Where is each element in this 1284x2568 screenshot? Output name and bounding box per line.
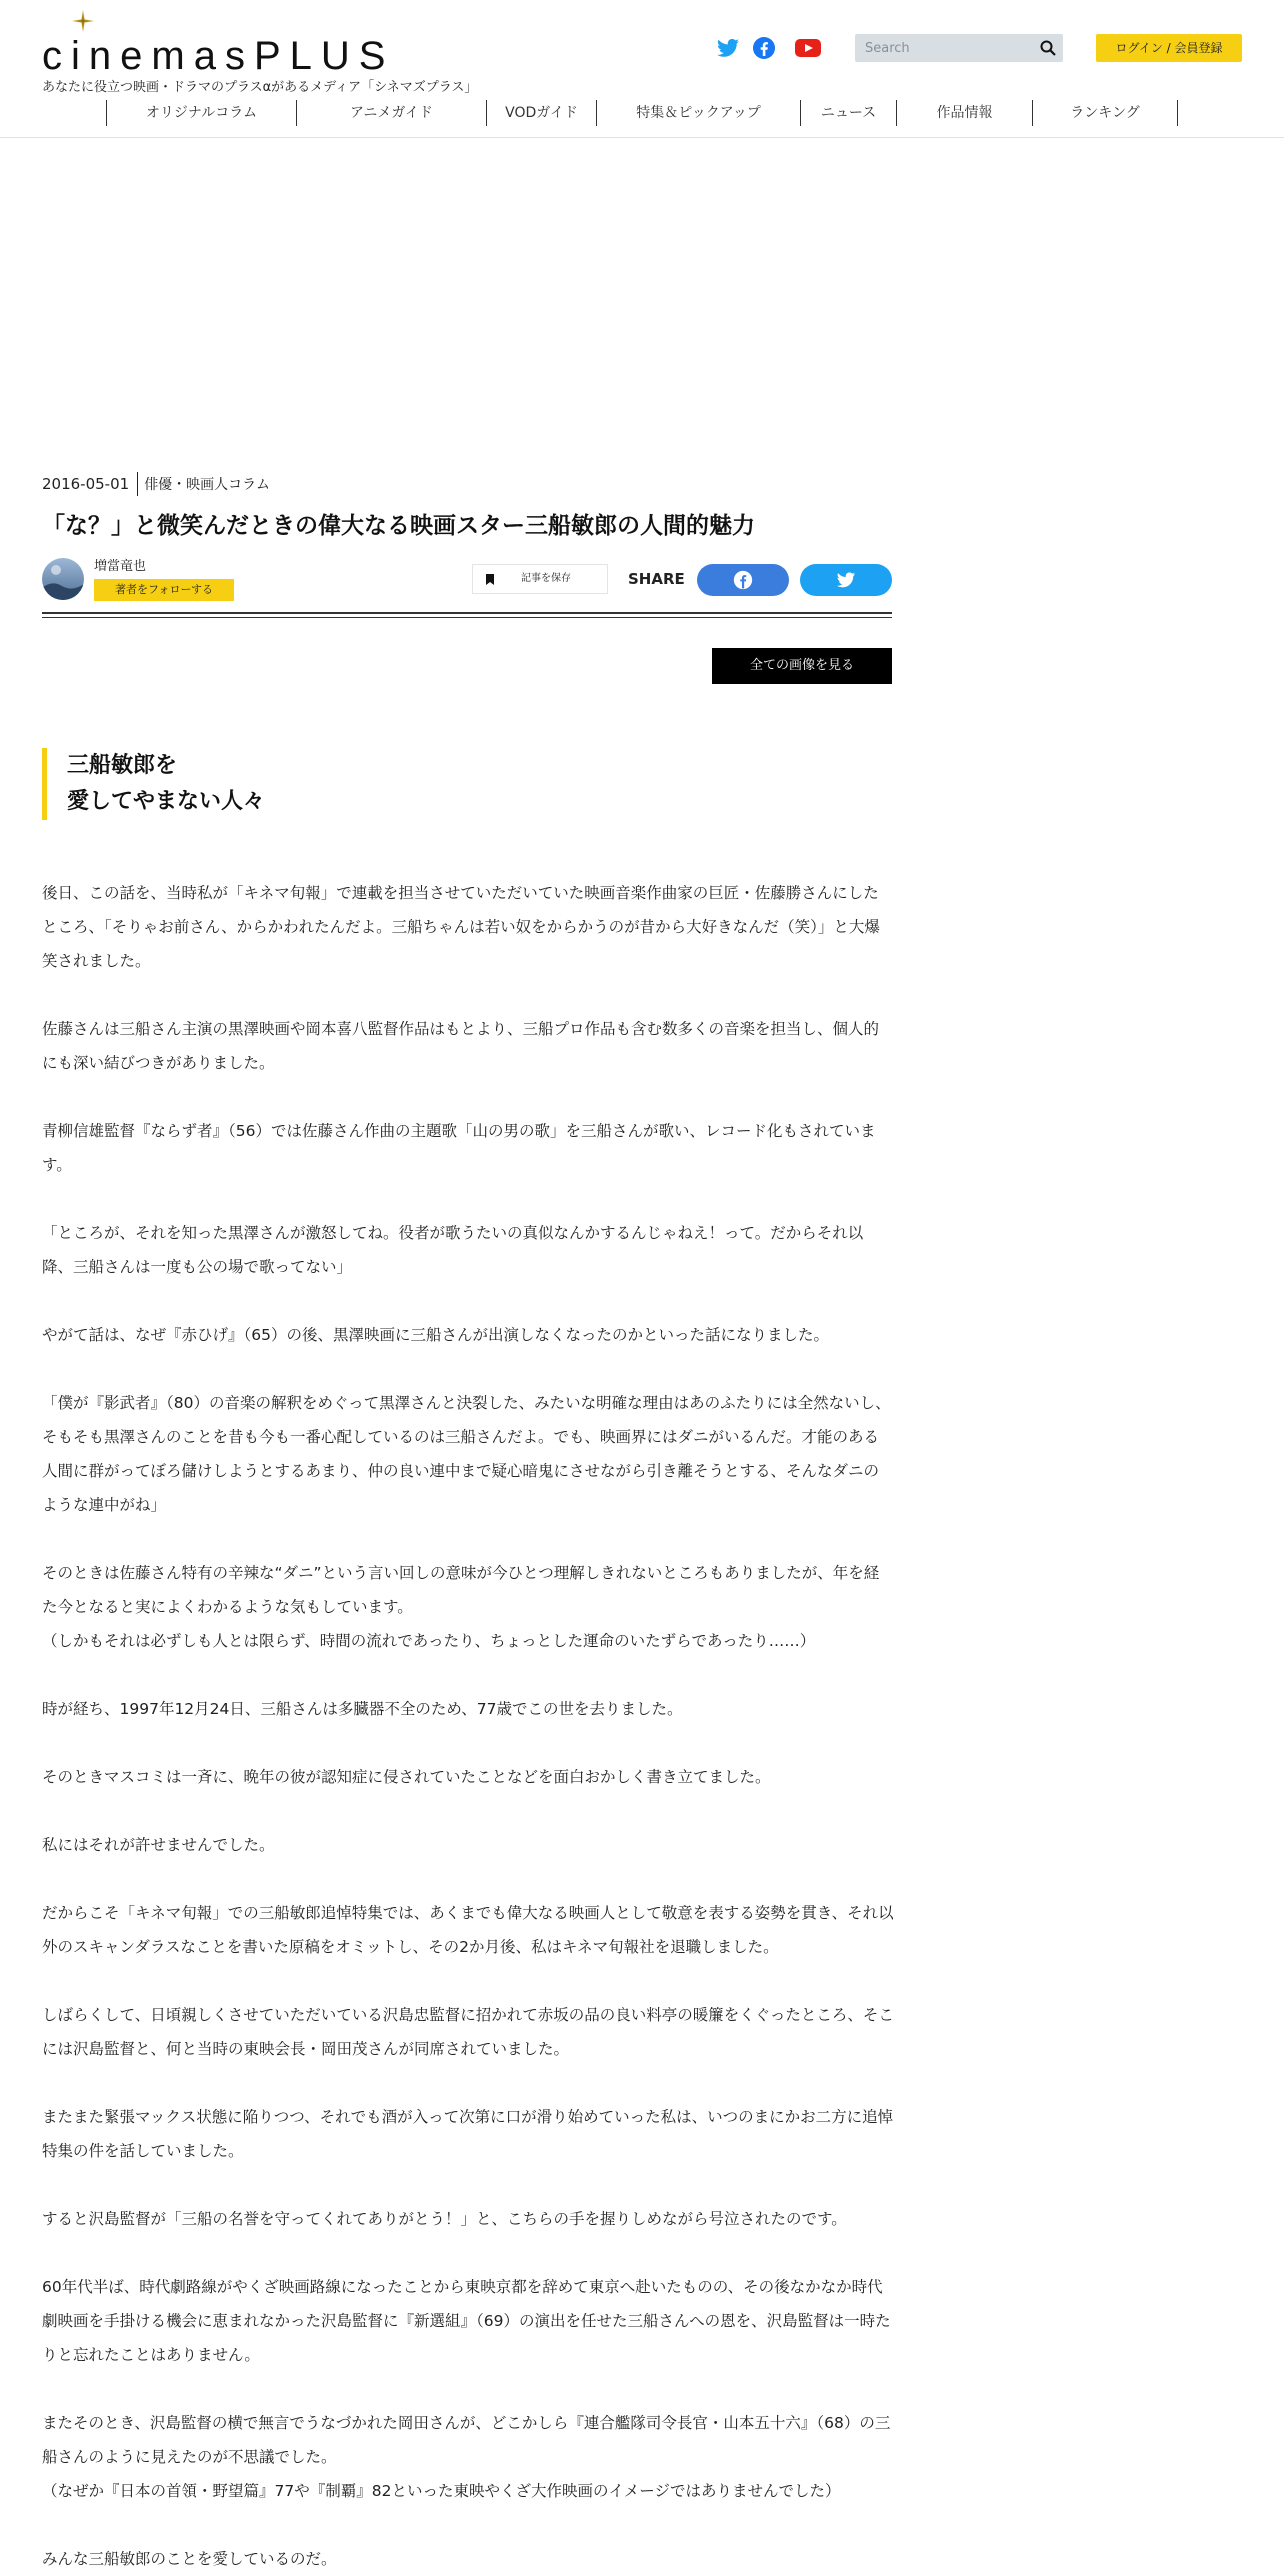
body-paragraph: やがて話は、なぜ『赤ひげ』（65）の後、黒澤映画に三船さんが出演しなくなったのかといった話になりました。 — [42, 1326, 829, 1344]
save-article-label: 記事を保存 — [521, 573, 571, 584]
body-paragraph: 60年代半ば、時代劇路線がやくざ映画路線になったことから東映京都を辞めて東京へ赴いたものの、その後なかなか時代劇映画を手掛ける機会に恵まれなかった沢島監督に『新選組』（69）の演出を任せた三船さんへの恩を、沢島監督は一時たりと忘れたことはありません。 — [42, 2278, 891, 2364]
body-paragraph: みんな三船敏郎のことを愛しているのだ。 — [42, 2550, 337, 2568]
article-meta — [42, 472, 270, 496]
main-nav — [0, 100, 1284, 126]
nav-item-vod-guide[interactable]: VODガイド — [486, 100, 596, 126]
body-paragraph: だからこそ「キネマ旬報」での三船敏郎追悼特集では、あくまでも偉大なる映画人として敬意を表する姿勢を貫き、それ以外のスキャンダラスなことを書いた原稿をオミットし、その2か月後、私はキネマ旬報社を退職しました。 — [42, 1904, 894, 1956]
body-paragraph: 「僕が『影武者』（80）の音楽の解釈をめぐって黒澤さんと決裂した、みたいな明確な理由はあのふたりには全然ないし、そもそも黒澤さんのことを昔も今も一番心配しているのは三船さんだよ。でも、映画界にはダニがいるんだ。才能のある人間に群がってぼろ儲けしようとするあまり、仲の良い連中まで疑心暗鬼にさせながら引き離そうとする、そんなダニのような連中がね」 — [42, 1394, 891, 1514]
body-paragraph: （しかもそれは必ずしも人とは限らず、時間の流れであったり、ちょっとした運命のいたずらであったり……） — [42, 1632, 816, 1650]
site-header — [0, 0, 1284, 138]
body-paragraph: そのときマスコミは一斉に、晩年の彼が認知症に侵されていたことなどを面白おかしく書き立てました。 — [42, 1768, 771, 1786]
author-avatar[interactable] — [42, 558, 84, 600]
site-logo[interactable] — [42, 10, 478, 95]
nav-item-anime-guide[interactable]: アニメガイド — [296, 100, 486, 126]
share-label: SHARE — [628, 570, 685, 588]
body-paragraph: そのときは佐藤さん特有の辛辣な“ダニ”という言い回しの意味が今ひとつ理解しきれないところもありましたが、年を経た今となると実によくわかるような気もしています。 — [42, 1564, 880, 1616]
youtube-icon[interactable] — [794, 36, 822, 60]
author-row — [42, 556, 892, 602]
logo-wordmark: cinemasPLUS — [42, 34, 395, 78]
logo-star-icon — [72, 10, 94, 32]
title-divider — [42, 612, 892, 618]
save-article-button[interactable] — [472, 564, 608, 594]
login-register-button[interactable]: ログイン / 会員登録 — [1096, 34, 1242, 62]
article-date: 2016-05-01 — [42, 472, 138, 496]
nav-item-works[interactable]: 作品情報 — [896, 100, 1032, 126]
facebook-icon — [733, 570, 753, 590]
article-body — [42, 876, 894, 2568]
nav-item-news[interactable]: ニュース — [800, 100, 896, 126]
site-tagline: あなたに役立つ映画・ドラマのプラスαがあるメディア「シネマズプラス」 — [42, 80, 478, 95]
facebook-icon[interactable] — [752, 36, 776, 60]
follow-author-button[interactable]: 著者をフォローする — [94, 579, 234, 601]
search-box — [855, 34, 1063, 62]
body-paragraph: （なぜか『日本の首領・野望篇』77や『制覇』82といった東映やくざ大作映画のイメージではありませんでした） — [42, 2482, 841, 2500]
share-twitter-button[interactable] — [800, 564, 892, 596]
body-paragraph: 青柳信雄監督『ならず者』（56）では佐藤さん作曲の主題歌「山の男の歌」を三船さんが歌い、レコード化もされています。 — [42, 1122, 876, 1174]
twitter-icon — [836, 570, 856, 590]
twitter-icon[interactable] — [716, 36, 740, 60]
nav-item-ranking[interactable]: ランキング — [1032, 100, 1178, 126]
author-name[interactable]: 増當竜也 — [94, 559, 147, 574]
body-paragraph: しばらくして、日頃親しくさせていただいている沢島忠監督に招かれて赤坂の品の良い料亭の暖簾をくぐったところ、そこには沢島監督と、何と当時の東映会長・岡田茂さんが同席されていました。 — [42, 2006, 894, 2058]
share-facebook-button[interactable] — [697, 564, 789, 596]
article-category[interactable]: 俳優・映画人コラム — [144, 477, 271, 493]
search-icon[interactable] — [1039, 39, 1057, 57]
search-input[interactable] — [855, 34, 1035, 62]
body-paragraph: またまた緊張マックス状態に陥りつつ、それでも酒が入って次第に口が滑り始めていった私は、いつのまにかお二方に追悼特集の件を話していました。 — [42, 2108, 894, 2160]
body-paragraph: すると沢島監督が「三船の名誉を守ってくれてありがとう！」と、こちらの手を握りしめながら号泣されたのです。 — [42, 2210, 847, 2228]
article-title: 「な？」と微笑んだときの偉大なる映画スター三船敏郎の人間的魅力 — [42, 513, 755, 539]
body-paragraph: 私にはそれが許せませんでした。 — [42, 1836, 275, 1854]
nav-item-features[interactable]: 特集＆ピックアップ — [596, 100, 800, 126]
body-paragraph: またそのとき、沢島監督の横で無言でうなづかれた岡田さんが、どこかしら『連合艦隊司令長官・山本五十六』（68）の三船さんのように見えたのが不思議でした。 — [42, 2414, 891, 2466]
body-paragraph: 「ところが、それを知った黒澤さんが激怒してね。役者が歌うたいの真似なんかするんじゃねえ！って。だからそれ以降、三船さんは一度も公の場で歌ってない」 — [42, 1224, 864, 1276]
body-paragraph: 後日、この話を、当時私が「キネマ旬報」で連載を担当させていただいていた映画音楽作曲家の巨匠・佐藤勝さんにしたところ、「そりゃお前さん、からかわれたんだよ。三船ちゃんは若い奴をからかうのが昔から大好きなんだ（笑）」と大爆笑されました。 — [42, 884, 880, 970]
section-heading: 三船敏郎を 愛してやまない人々 — [42, 748, 892, 820]
view-all-images-button[interactable]: 全ての画像を見る — [712, 648, 892, 684]
nav-item-original-column[interactable]: オリジナルコラム — [106, 100, 296, 126]
body-paragraph: 佐藤さんは三船さん主演の黒澤映画や岡本喜八監督作品はもとより、三船プロ作品も含む数多くの音楽を担当し、個人的にも深い結びつきがありました。 — [42, 1020, 880, 1072]
body-paragraph: 時が経ち、1997年12月24日、三船さんは多臓器不全のため、77歳でこの世を去りました。 — [42, 1700, 683, 1718]
bookmark-icon — [485, 574, 495, 585]
